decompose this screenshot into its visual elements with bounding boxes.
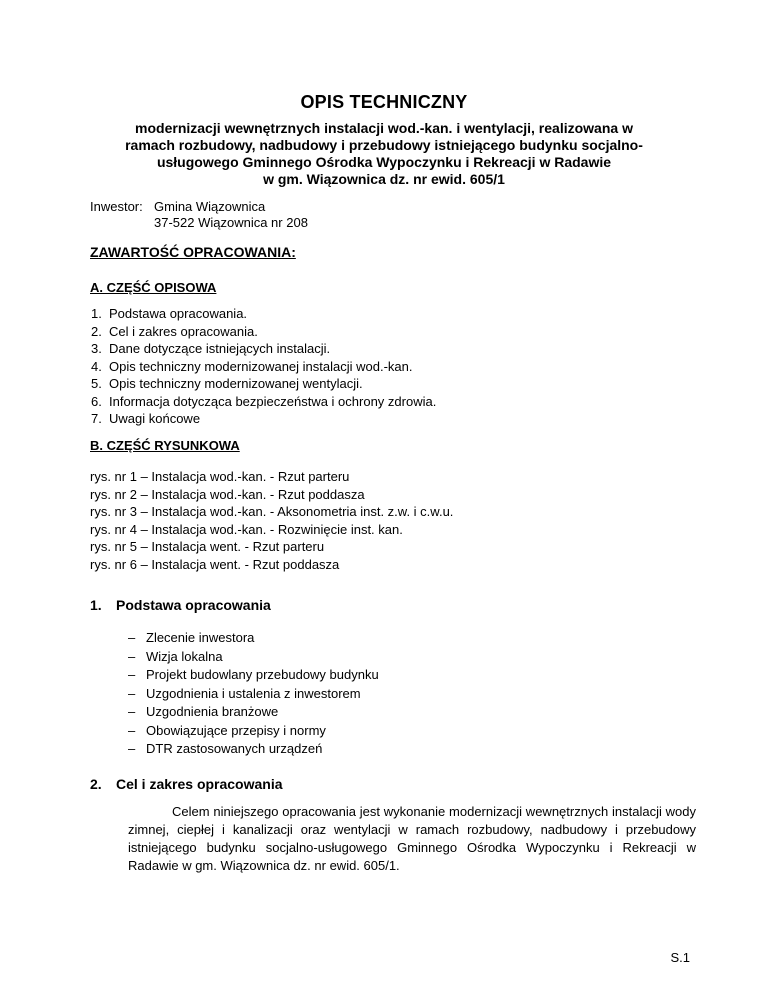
page-number: S.1 — [670, 950, 690, 965]
subtitle-line: ramach rozbudowy, nadbudowy i przebudowy istniejącego budynku socjalno- — [125, 137, 643, 153]
section-number: 2. — [90, 776, 102, 792]
section-1-heading — [90, 597, 271, 613]
dash-bullet: – — [128, 630, 136, 645]
part-b-heading: B. CZĘŚĆ RYSUNKOWA — [90, 438, 240, 453]
dash-bullet: – — [128, 685, 136, 701]
list-item-text: Wizja lokalna — [146, 648, 223, 664]
list-item-number: 5. — [91, 376, 102, 391]
list-item — [90, 323, 436, 341]
dash-bullet: – — [128, 667, 136, 682]
subtitle-line: w gm. Wiązownica dz. nr ewid. 605/1 — [263, 171, 505, 187]
dash-bullet: – — [128, 722, 136, 738]
investor-name: Gmina Wiązownica — [154, 199, 266, 214]
list-item-text: Zlecenie inwestora — [146, 630, 255, 645]
investor-address: 37-522 Wiązownica nr 208 — [154, 215, 308, 230]
list-item — [90, 340, 436, 358]
dash-bullet: – — [128, 648, 136, 664]
drawing-item: rys. nr 6 – Instalacja went. - Rzut poddasza — [90, 556, 340, 572]
list-item — [90, 305, 436, 323]
list-item — [128, 666, 379, 685]
subtitle-line: modernizacji wewnętrznych instalacji wod.-kan. i wentylacji, realizowana w — [135, 120, 633, 136]
list-item-number: 4. — [91, 358, 102, 374]
list-item-text: Uzgodnienia i ustalenia z inwestorem — [146, 685, 361, 701]
section-1-list — [128, 629, 379, 759]
list-item-text: Opis techniczny modernizowanej wentylacji. — [109, 376, 363, 391]
section-title: Cel i zakres opracowania — [116, 776, 283, 792]
part-a-list — [90, 305, 436, 428]
list-item — [90, 410, 436, 428]
list-item-number: 3. — [91, 341, 102, 356]
document-subtitle — [80, 120, 688, 188]
subtitle-line: usługowego Gminnego Ośrodka Wypoczynku i Rekreacji w Radawie — [156, 154, 612, 170]
list-item-text: Informacja dotycząca bezpieczeństwa i ochrony zdrowia. — [109, 393, 437, 409]
section-number: 1. — [90, 597, 102, 613]
list-item-text: Dane dotyczące istniejących instalacji. — [109, 341, 331, 356]
list-item — [128, 629, 379, 648]
section-2-heading — [90, 776, 283, 792]
dash-bullet: – — [128, 741, 136, 756]
list-item-text: Cel i zakres opracowania. — [109, 323, 258, 339]
drawing-item: rys. nr 5 – Instalacja went. - Rzut parteru — [90, 539, 325, 554]
list-item-number: 1. — [91, 306, 102, 321]
investor-block — [90, 199, 308, 231]
list-item-text: DTR zastosowanych urządzeń — [146, 741, 323, 756]
list-item-text: Uzgodnienia branżowe — [146, 704, 279, 719]
list-item-text: Opis techniczny modernizowanej instalacji wod.-kan. — [109, 358, 413, 374]
list-item — [90, 393, 436, 411]
list-item — [128, 648, 379, 667]
list-item — [128, 722, 379, 741]
list-item-text: Projekt budowlany przebudowy budynku — [146, 667, 379, 682]
part-a-heading: A. CZĘŚĆ OPISOWA — [90, 280, 217, 295]
drawing-item: rys. nr 2 – Instalacja wod.-kan. - Rzut poddasza — [90, 486, 365, 502]
investor-label: Inwestor: — [90, 199, 143, 214]
list-item — [128, 703, 379, 722]
list-item-text: Uwagi końcowe — [109, 411, 201, 426]
drawing-item: rys. nr 1 – Instalacja wod.-kan. - Rzut parteru — [90, 469, 350, 484]
list-item — [90, 375, 436, 393]
section-title: Podstawa opracowania — [116, 597, 271, 613]
list-item — [128, 740, 379, 759]
contents-heading: ZAWARTOŚĆ OPRACOWANIA: — [90, 244, 296, 260]
drawing-item: rys. nr 4 – Instalacja wod.-kan. - Rozwinięcie inst. kan. — [90, 521, 403, 537]
drawing-item: rys. nr 3 – Instalacja wod.-kan. - Aksonometria inst. z.w. i c.w.u. — [90, 504, 454, 519]
list-item — [128, 685, 379, 704]
list-item-text: Obowiązujące przepisy i normy — [146, 722, 326, 738]
list-item-text: Podstawa opracowania. — [109, 306, 248, 321]
document-title: OPIS TECHNICZNY — [300, 92, 468, 112]
section-2-paragraph: Celem niniejszego opracowania jest wykonanie modernizacji wewnętrznych instalacji wody zimnej, ciepłej i kanalizacji oraz wentylacji w ramach rozbudowy, nadbudowy i przebudowy istniejącego budynku socjalno-usługowego Gminnego Ośrodka Wypoczynku i Rekreacji w Radawie w gm. Wiązownica dz. nr ewid. 605/1. — [128, 804, 696, 873]
list-item-number: 7. — [91, 411, 102, 426]
list-item-number: 6. — [91, 393, 102, 409]
list-item — [90, 358, 436, 376]
dash-bullet: – — [128, 704, 136, 719]
part-b-list — [90, 468, 453, 573]
list-item-number: 2. — [91, 323, 102, 339]
